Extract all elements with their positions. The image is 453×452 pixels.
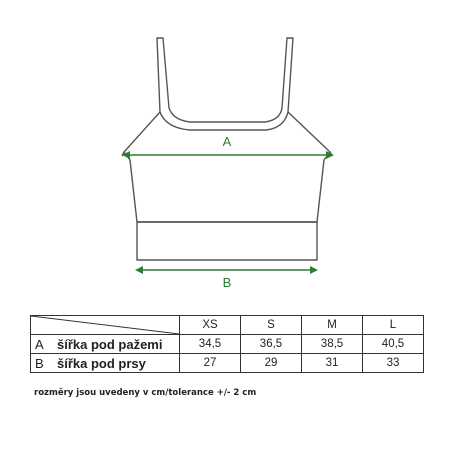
size-header-l: L <box>363 316 424 335</box>
row-label-a <box>31 335 180 354</box>
left-strap <box>157 38 293 130</box>
size-header-s: S <box>241 316 302 335</box>
table-cell: 33 <box>363 354 424 373</box>
table-cell: 36,5 <box>241 335 302 354</box>
measurement-note: rozměry jsou uvedeny v cm/tolerance +/- 2 cm <box>34 388 257 398</box>
size-header-xs: XS <box>180 316 241 335</box>
row-letter: B <box>35 355 44 371</box>
row-letter: A <box>35 336 44 352</box>
label-a: A <box>222 134 232 149</box>
arrow-a <box>122 151 334 159</box>
row-name: šířka pod prsy <box>57 355 146 371</box>
top-body-outline <box>124 112 330 222</box>
size-header-m: M <box>302 316 363 335</box>
table-row <box>31 354 424 373</box>
size-table <box>30 315 424 373</box>
table-cell: 38,5 <box>302 335 363 354</box>
table-cell: 29 <box>241 354 302 373</box>
table-row <box>31 335 424 354</box>
table-cell: 34,5 <box>180 335 241 354</box>
table-cell: 40,5 <box>363 335 424 354</box>
row-label-b <box>31 354 180 373</box>
waistband <box>137 222 317 260</box>
diagonal-line <box>31 316 179 334</box>
label-b: B <box>222 275 232 290</box>
table-corner-cell <box>31 316 180 335</box>
arrow-b <box>135 266 318 274</box>
table-header-row <box>31 316 424 335</box>
table-cell: 31 <box>302 354 363 373</box>
table-cell: 27 <box>180 354 241 373</box>
row-name: šířka pod pažemi <box>57 336 163 352</box>
